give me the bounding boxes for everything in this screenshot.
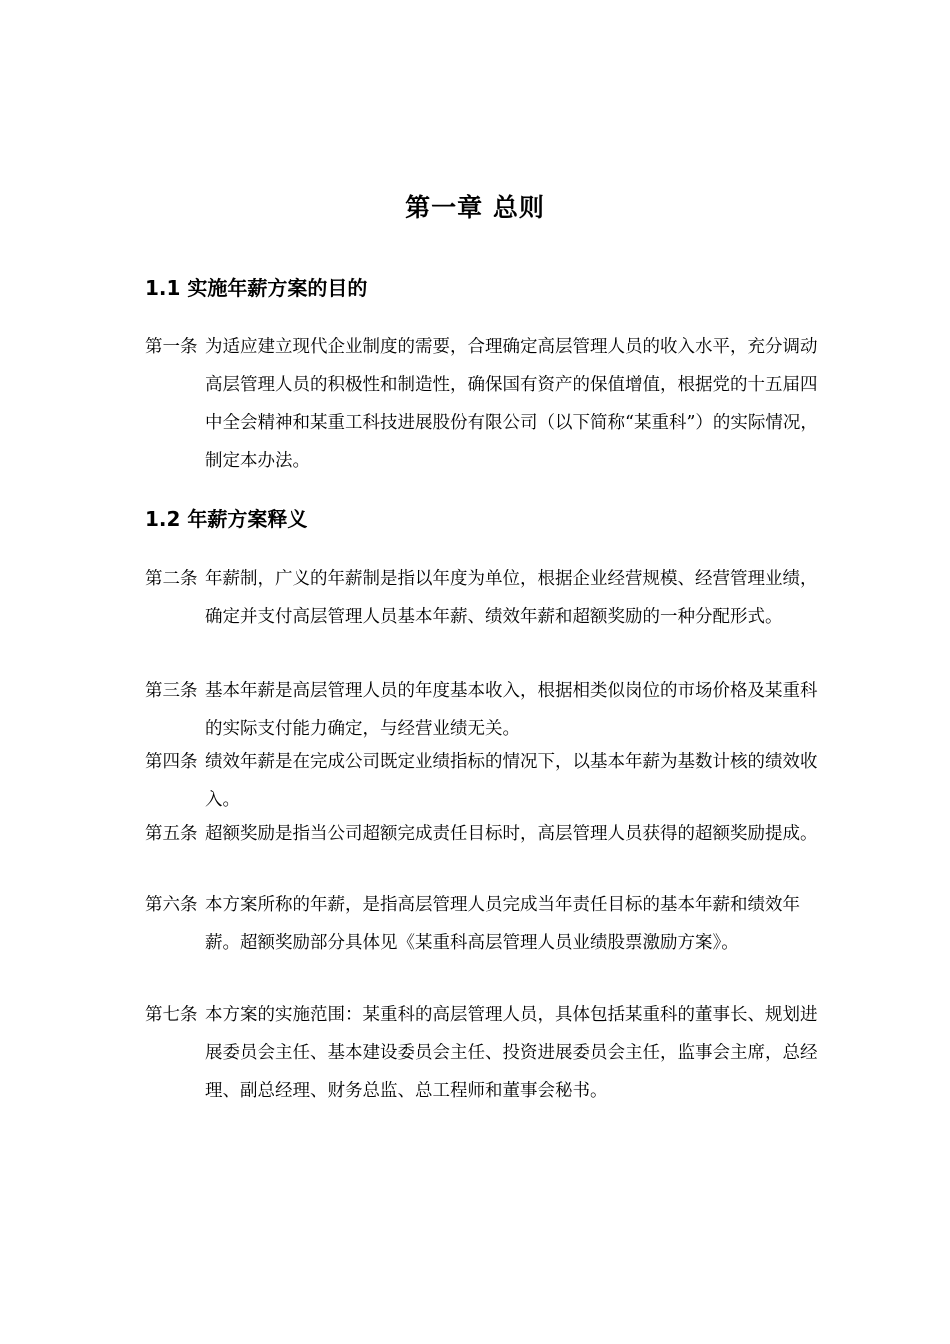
article-text: 为适应建立现代企业制度的需要，合理确定高层管理人员的收入水平，充分调动高层管理人员的积极性和制造性，确保国有资产的保值增值，根据党的十五届四中全会精神和某重工科技进展股份有限公司（以下简称“某重科”）的实际情况，制定本办法。: [205, 337, 818, 471]
article-3: [145, 672, 825, 748]
article-label: 第六条: [145, 895, 198, 915]
section-heading-1-2: 1.2 年薪方案释义: [145, 507, 308, 531]
article-4: [145, 743, 825, 819]
article-text: 超额奖励是指当公司超额完成责任目标时，高层管理人员获得的超额奖励提成。: [205, 824, 818, 844]
article-text: 本方案所称的年薪，是指高层管理人员完成当年责任目标的基本年薪和绩效年薪。超额奖励部分具体见《某重科高层管理人员业绩股票激励方案》。: [205, 895, 800, 953]
article-label: 第二条: [145, 569, 198, 589]
article-label: 第一条: [145, 337, 198, 357]
article-label: 第五条: [145, 824, 198, 844]
article-1: [145, 328, 825, 480]
article-7: [145, 996, 825, 1110]
article-text: 基本年薪是高层管理人员的年度基本收入，根据相类似岗位的市场价格及某重科的实际支付能力确定，与经营业绩无关。: [205, 681, 818, 739]
article-5: [145, 815, 825, 853]
article-6: [145, 886, 825, 962]
article-label: 第三条: [145, 681, 198, 701]
chapter-title: 第一章 总则: [405, 193, 545, 222]
article-label: 第四条: [145, 752, 198, 772]
article-text: 绩效年薪是在完成公司既定业绩指标的情况下，以基本年薪为基数计核的绩效收入。: [205, 752, 818, 810]
article-2: [145, 560, 825, 636]
section-heading-1-1: 1.1 实施年薪方案的目的: [145, 276, 368, 300]
article-label: 第七条: [145, 1005, 198, 1025]
article-text: 本方案的实施范围：某重科的高层管理人员，具体包括某重科的董事长、规划进展委员会主任、基本建设委员会主任、投资进展委员会主任，监事会主席，总经理、副总经理、财务总监、总工程师和董事会秘书。: [205, 1005, 818, 1101]
article-text: 年薪制，广义的年薪制是指以年度为单位，根据企业经营规模、经营管理业绩，确定并支付高层管理人员基本年薪、绩效年薪和超额奖励的一种分配形式。: [205, 569, 818, 627]
